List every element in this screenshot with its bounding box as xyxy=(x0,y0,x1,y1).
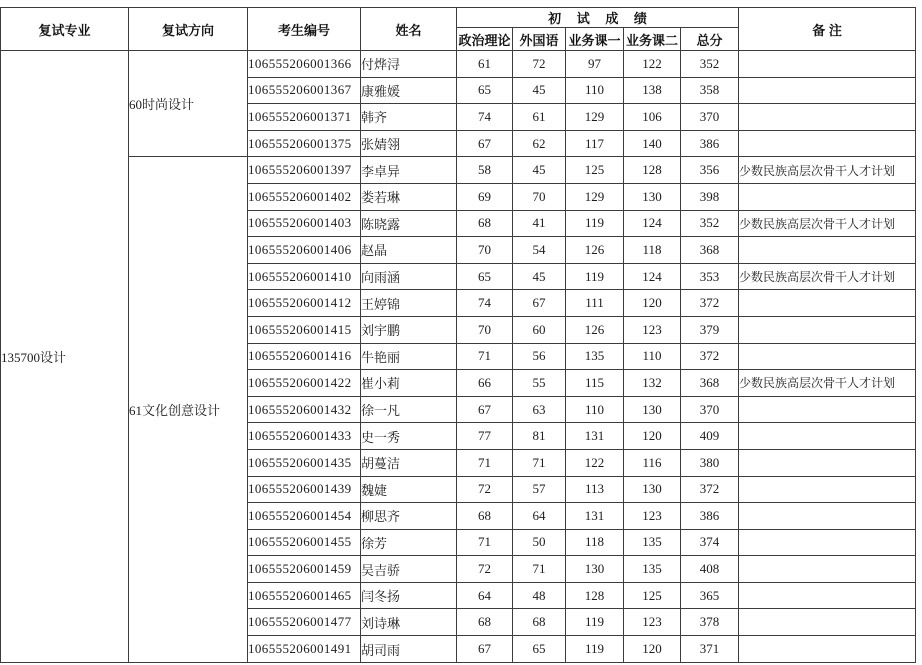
score-course1-cell: 111 xyxy=(566,290,624,317)
remark-cell xyxy=(739,130,916,157)
name-cell: 胡司雨 xyxy=(361,636,457,663)
candidate-id-cell: 106555206001415 xyxy=(248,316,361,343)
remark-cell: 少数民族高层次骨干人才计划 xyxy=(739,263,916,290)
score-total-cell: 409 xyxy=(681,423,739,450)
score-course1-cell: 119 xyxy=(566,210,624,237)
score-course2-cell: 138 xyxy=(624,77,681,104)
score-course2-cell: 123 xyxy=(624,609,681,636)
score-course1-cell: 128 xyxy=(566,582,624,609)
score-course2-cell: 110 xyxy=(624,343,681,370)
score-total-cell: 358 xyxy=(681,77,739,104)
score-course2-cell: 125 xyxy=(624,582,681,609)
name-cell: 胡蔓洁 xyxy=(361,449,457,476)
major-cell: 135700设计 xyxy=(1,51,129,663)
score-politics-cell: 74 xyxy=(457,290,513,317)
candidate-id-cell: 106555206001402 xyxy=(248,183,361,210)
score-foreign-cell: 48 xyxy=(513,582,566,609)
header-remark: 备 注 xyxy=(739,8,916,51)
score-total-cell: 365 xyxy=(681,582,739,609)
score-foreign-cell: 70 xyxy=(513,183,566,210)
score-politics-cell: 77 xyxy=(457,423,513,450)
score-politics-cell: 71 xyxy=(457,449,513,476)
candidate-id-cell: 106555206001433 xyxy=(248,423,361,450)
score-foreign-cell: 72 xyxy=(513,51,566,78)
remark-cell: 少数民族高层次骨干人才计划 xyxy=(739,157,916,184)
candidate-id-cell: 106555206001366 xyxy=(248,51,361,78)
score-course2-cell: 128 xyxy=(624,157,681,184)
score-course2-cell: 116 xyxy=(624,449,681,476)
name-cell: 刘宇鹏 xyxy=(361,316,457,343)
name-cell: 徐一凡 xyxy=(361,396,457,423)
score-foreign-cell: 71 xyxy=(513,449,566,476)
score-foreign-cell: 81 xyxy=(513,423,566,450)
score-course1-cell: 125 xyxy=(566,157,624,184)
header-course1: 业务课一 xyxy=(566,28,624,51)
score-course1-cell: 131 xyxy=(566,503,624,530)
score-total-cell: 380 xyxy=(681,449,739,476)
score-politics-cell: 71 xyxy=(457,529,513,556)
score-course1-cell: 119 xyxy=(566,263,624,290)
score-total-cell: 371 xyxy=(681,636,739,663)
candidate-id-cell: 106555206001454 xyxy=(248,503,361,530)
score-course2-cell: 120 xyxy=(624,423,681,450)
candidate-id-cell: 106555206001403 xyxy=(248,210,361,237)
score-course2-cell: 122 xyxy=(624,51,681,78)
score-course2-cell: 135 xyxy=(624,529,681,556)
score-total-cell: 356 xyxy=(681,157,739,184)
name-cell: 康雅媛 xyxy=(361,77,457,104)
score-course2-cell: 124 xyxy=(624,210,681,237)
table-row xyxy=(1,157,916,184)
candidate-id-cell: 106555206001477 xyxy=(248,609,361,636)
score-course1-cell: 129 xyxy=(566,183,624,210)
score-politics-cell: 72 xyxy=(457,556,513,583)
score-politics-cell: 70 xyxy=(457,316,513,343)
name-cell: 付烨浔 xyxy=(361,51,457,78)
candidate-id-cell: 106555206001406 xyxy=(248,237,361,264)
score-course2-cell: 106 xyxy=(624,104,681,131)
remark-cell xyxy=(739,343,916,370)
header-politics: 政治理论 xyxy=(457,28,513,51)
remark-cell xyxy=(739,51,916,78)
score-foreign-cell: 67 xyxy=(513,290,566,317)
score-total-cell: 386 xyxy=(681,503,739,530)
remark-cell: 少数民族高层次骨干人才计划 xyxy=(739,370,916,397)
remark-cell xyxy=(739,476,916,503)
name-cell: 吴吉骄 xyxy=(361,556,457,583)
table-header xyxy=(1,8,916,51)
score-politics-cell: 65 xyxy=(457,77,513,104)
score-politics-cell: 61 xyxy=(457,51,513,78)
score-total-cell: 370 xyxy=(681,104,739,131)
score-course1-cell: 122 xyxy=(566,449,624,476)
remark-cell: 少数民族高层次骨干人才计划 xyxy=(739,210,916,237)
remark-cell xyxy=(739,529,916,556)
score-politics-cell: 67 xyxy=(457,396,513,423)
score-course1-cell: 110 xyxy=(566,77,624,104)
name-cell: 王婷锦 xyxy=(361,290,457,317)
score-course2-cell: 120 xyxy=(624,636,681,663)
score-foreign-cell: 50 xyxy=(513,529,566,556)
score-foreign-cell: 55 xyxy=(513,370,566,397)
name-cell: 赵晶 xyxy=(361,237,457,264)
score-course2-cell: 130 xyxy=(624,476,681,503)
name-cell: 史一秀 xyxy=(361,423,457,450)
candidate-id-cell: 106555206001397 xyxy=(248,157,361,184)
score-course1-cell: 129 xyxy=(566,104,624,131)
score-total-cell: 370 xyxy=(681,396,739,423)
candidate-id-cell: 106555206001412 xyxy=(248,290,361,317)
score-course1-cell: 131 xyxy=(566,423,624,450)
score-course2-cell: 130 xyxy=(624,183,681,210)
score-foreign-cell: 56 xyxy=(513,343,566,370)
score-total-cell: 408 xyxy=(681,556,739,583)
score-course2-cell: 123 xyxy=(624,503,681,530)
header-direction: 复试方向 xyxy=(129,8,248,51)
name-cell: 崔小莉 xyxy=(361,370,457,397)
name-cell: 张婧翎 xyxy=(361,130,457,157)
score-total-cell: 379 xyxy=(681,316,739,343)
results-table xyxy=(0,7,916,663)
header-total: 总分 xyxy=(681,28,739,51)
name-cell: 陈晓露 xyxy=(361,210,457,237)
score-politics-cell: 65 xyxy=(457,263,513,290)
score-politics-cell: 58 xyxy=(457,157,513,184)
score-course2-cell: 123 xyxy=(624,316,681,343)
score-course1-cell: 135 xyxy=(566,343,624,370)
score-foreign-cell: 68 xyxy=(513,609,566,636)
score-course2-cell: 118 xyxy=(624,237,681,264)
candidate-id-cell: 106555206001435 xyxy=(248,449,361,476)
name-cell: 柳思齐 xyxy=(361,503,457,530)
remark-cell xyxy=(739,636,916,663)
remark-cell xyxy=(739,556,916,583)
score-total-cell: 374 xyxy=(681,529,739,556)
score-politics-cell: 67 xyxy=(457,636,513,663)
score-foreign-cell: 63 xyxy=(513,396,566,423)
name-cell: 娄若琳 xyxy=(361,183,457,210)
score-politics-cell: 70 xyxy=(457,237,513,264)
score-course1-cell: 110 xyxy=(566,396,624,423)
remark-cell xyxy=(739,423,916,450)
candidate-id-cell: 106555206001439 xyxy=(248,476,361,503)
header-course2: 业务课二 xyxy=(624,28,681,51)
score-politics-cell: 66 xyxy=(457,370,513,397)
score-course1-cell: 113 xyxy=(566,476,624,503)
score-politics-cell: 72 xyxy=(457,476,513,503)
score-foreign-cell: 41 xyxy=(513,210,566,237)
header-candidate-id: 考生编号 xyxy=(248,8,361,51)
score-course1-cell: 126 xyxy=(566,316,624,343)
name-cell: 韩齐 xyxy=(361,104,457,131)
candidate-id-cell: 106555206001465 xyxy=(248,582,361,609)
score-foreign-cell: 54 xyxy=(513,237,566,264)
candidate-id-cell: 106555206001432 xyxy=(248,396,361,423)
header-name: 姓名 xyxy=(361,8,457,51)
remark-cell xyxy=(739,290,916,317)
score-total-cell: 378 xyxy=(681,609,739,636)
score-course2-cell: 140 xyxy=(624,130,681,157)
score-course2-cell: 132 xyxy=(624,370,681,397)
remark-cell xyxy=(739,503,916,530)
remark-cell xyxy=(739,449,916,476)
score-total-cell: 353 xyxy=(681,263,739,290)
name-cell: 徐芳 xyxy=(361,529,457,556)
score-politics-cell: 71 xyxy=(457,343,513,370)
candidate-id-cell: 106555206001455 xyxy=(248,529,361,556)
score-foreign-cell: 45 xyxy=(513,157,566,184)
score-course1-cell: 126 xyxy=(566,237,624,264)
score-total-cell: 398 xyxy=(681,183,739,210)
score-course2-cell: 130 xyxy=(624,396,681,423)
candidate-id-cell: 106555206001459 xyxy=(248,556,361,583)
candidate-id-cell: 106555206001491 xyxy=(248,636,361,663)
score-foreign-cell: 64 xyxy=(513,503,566,530)
score-foreign-cell: 65 xyxy=(513,636,566,663)
score-politics-cell: 68 xyxy=(457,609,513,636)
remark-cell xyxy=(739,582,916,609)
results-tbody xyxy=(1,51,916,663)
score-total-cell: 386 xyxy=(681,130,739,157)
score-foreign-cell: 45 xyxy=(513,77,566,104)
score-foreign-cell: 61 xyxy=(513,104,566,131)
name-cell: 刘诗琳 xyxy=(361,609,457,636)
score-course2-cell: 120 xyxy=(624,290,681,317)
name-cell: 向雨涵 xyxy=(361,263,457,290)
score-politics-cell: 74 xyxy=(457,104,513,131)
remark-cell xyxy=(739,183,916,210)
score-foreign-cell: 60 xyxy=(513,316,566,343)
score-politics-cell: 68 xyxy=(457,210,513,237)
table-row xyxy=(1,51,916,78)
score-total-cell: 368 xyxy=(681,370,739,397)
candidate-id-cell: 106555206001422 xyxy=(248,370,361,397)
score-politics-cell: 64 xyxy=(457,582,513,609)
remark-cell xyxy=(739,77,916,104)
name-cell: 闫冬扬 xyxy=(361,582,457,609)
score-course2-cell: 135 xyxy=(624,556,681,583)
candidate-id-cell: 106555206001371 xyxy=(248,104,361,131)
score-foreign-cell: 57 xyxy=(513,476,566,503)
score-politics-cell: 69 xyxy=(457,183,513,210)
score-foreign-cell: 71 xyxy=(513,556,566,583)
score-total-cell: 372 xyxy=(681,343,739,370)
score-course1-cell: 130 xyxy=(566,556,624,583)
remark-cell xyxy=(739,609,916,636)
candidate-id-cell: 106555206001367 xyxy=(248,77,361,104)
score-course1-cell: 115 xyxy=(566,370,624,397)
remark-cell xyxy=(739,396,916,423)
score-foreign-cell: 45 xyxy=(513,263,566,290)
score-total-cell: 368 xyxy=(681,237,739,264)
remark-cell xyxy=(739,316,916,343)
score-course1-cell: 119 xyxy=(566,636,624,663)
candidate-id-cell: 106555206001410 xyxy=(248,263,361,290)
header-initial-scores-group: 初 试 成 绩 xyxy=(457,8,739,28)
remark-cell xyxy=(739,104,916,131)
score-foreign-cell: 62 xyxy=(513,130,566,157)
score-course1-cell: 117 xyxy=(566,130,624,157)
score-total-cell: 372 xyxy=(681,476,739,503)
direction-cell: 61文化创意设计 xyxy=(129,157,248,663)
candidate-id-cell: 106555206001375 xyxy=(248,130,361,157)
score-politics-cell: 68 xyxy=(457,503,513,530)
direction-cell: 60时尚设计 xyxy=(129,51,248,157)
name-cell: 魏婕 xyxy=(361,476,457,503)
name-cell: 李卓异 xyxy=(361,157,457,184)
remark-cell xyxy=(739,237,916,264)
score-course1-cell: 97 xyxy=(566,51,624,78)
score-course2-cell: 124 xyxy=(624,263,681,290)
score-total-cell: 352 xyxy=(681,51,739,78)
score-total-cell: 352 xyxy=(681,210,739,237)
score-total-cell: 372 xyxy=(681,290,739,317)
score-politics-cell: 67 xyxy=(457,130,513,157)
header-foreign-language: 外国语 xyxy=(513,28,566,51)
header-major: 复试专业 xyxy=(1,8,129,51)
score-course1-cell: 119 xyxy=(566,609,624,636)
candidate-id-cell: 106555206001416 xyxy=(248,343,361,370)
name-cell: 牛艳丽 xyxy=(361,343,457,370)
score-course1-cell: 118 xyxy=(566,529,624,556)
